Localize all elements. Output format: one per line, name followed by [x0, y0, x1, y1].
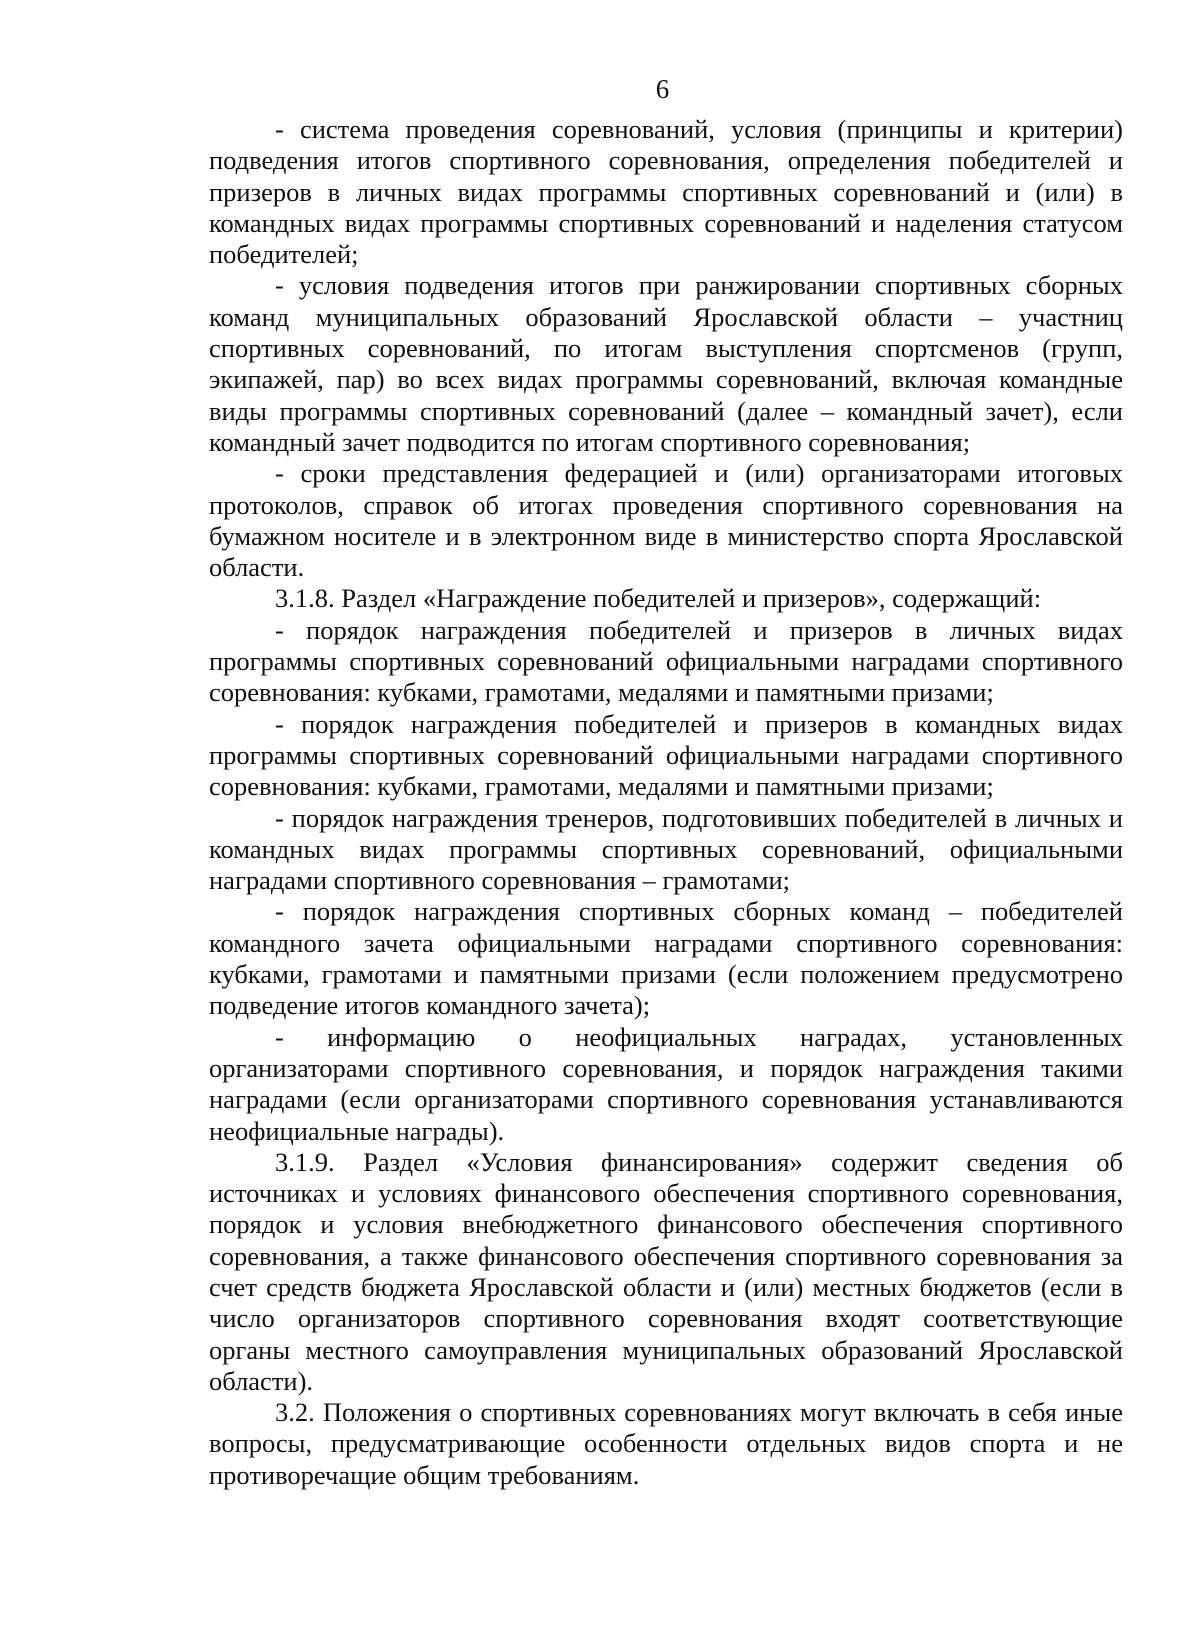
paragraph-award-team: - порядок награждения победителей и призеров в командных видах программы спортивных соревнований официальными наградами спортивного соревнования: кубками, грамотами, медалями и памятными призами; [209, 708, 1123, 802]
paragraph-award-national-teams: - порядок награждения спортивных сборных команд – победителей командного зачета официальными наградами спортивного соревнования: кубками, грамотами и памятными призами (если положением предусмотрено подведение итогов командного зачета); [209, 896, 1123, 1021]
paragraph-section-3-2: 3.2. Положения о спортивных соревнованиях могут включать в себя иные вопросы, предусматривающие особенности отдельных видов спорта и не противоречащие общим требованиям. [209, 1397, 1123, 1490]
paragraph-section-3-1-8: 3.1.8. Раздел «Награждение победителей и призеров», содержащий: [275, 583, 1042, 614]
document-body [209, 114, 1123, 1491]
paragraph-results-system: - система проведения соревнований, условия (принципы и критерии) подведения итогов спортивного соревнования, определения победителей и призеров в личных видах программы спортивных соревнований и (или) в командных видах программы спортивных соревнований и наделения статусом победителей; [209, 114, 1123, 270]
paragraph-unofficial-awards: - информацию о неофициальных наградах, установленных организаторами спортивного соревнования, и порядок награждения такими наградами (если организаторами спортивного соревнования устанавливаются неофициальные награды). [209, 1021, 1123, 1146]
paragraph-award-coaches: - порядок награждения тренеров, подготовивших победителей в личных и командных видах программы спортивных соревнований, официальными наградами спортивного соревнования – грамотами; [209, 802, 1123, 896]
paragraph-section-3-1-9: 3.1.9. Раздел «Условия финансирования» содержит сведения об источниках и условиях финансового обеспечения спортивного соревнования, порядок и условия внебюджетного финансового обеспечения спортивного соревнования, а также финансового обеспечения спортивного соревнования за счет средств бюджета Ярославской области и (или) местных бюджетов (если в число организаторов спортивного соревнования входят соответствующие органы местного самоуправления муниципальных образований Ярославской области). [209, 1146, 1123, 1396]
paragraph-protocol-deadlines: - сроки представления федерацией и (или) организаторами итоговых протоколов, справок об итогах проведения спортивного соревнования на бумажном носителе и в электронном виде в министерство спорта Ярославской области. [209, 458, 1123, 583]
page-number: 6 [655, 74, 670, 104]
paragraph-team-ranking: - условия подведения итогов при ранжировании спортивных сборных команд муниципальных образований Ярославской области – участниц спортивных соревнований, по итогам выступления спортсменов (групп, экипажей, пар) во всех видах программы соревнований, включая командные виды программы спортивных соревнований (далее – командный зачет), если командный зачет подводится по итогам спортивного соревнования; [209, 270, 1123, 457]
paragraph-award-individual: - порядок награждения победителей и призеров в личных видах программы спортивных соревнований официальными наградами спортивного соревнования: кубками, грамотами, медалями и памятными призами; [209, 614, 1123, 708]
